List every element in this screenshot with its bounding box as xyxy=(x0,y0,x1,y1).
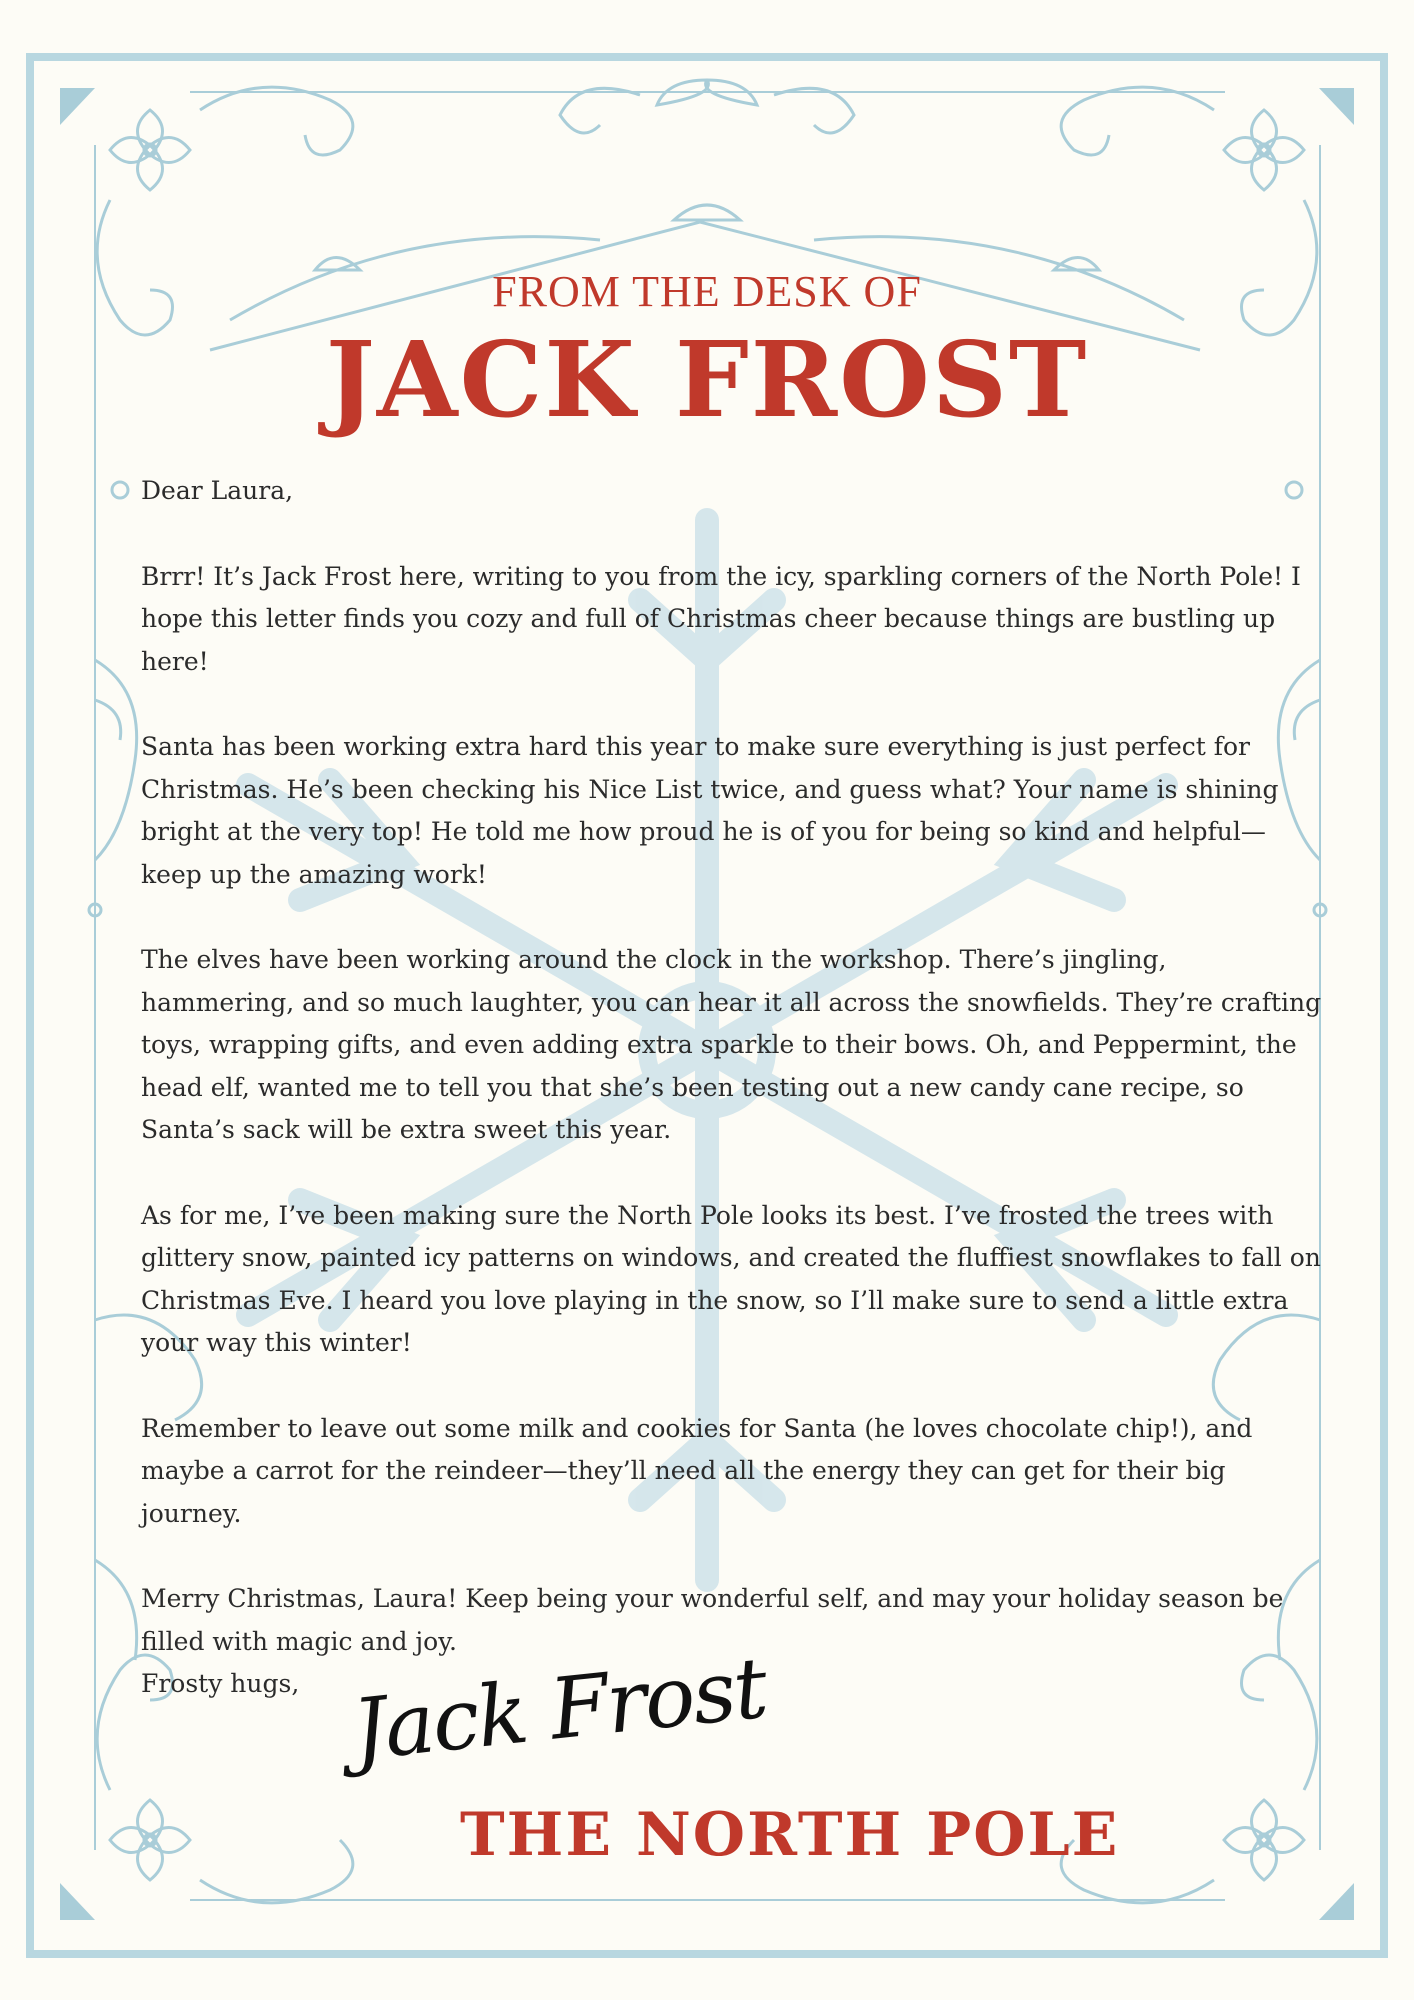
corner-tl xyxy=(60,88,95,125)
signature: Jack Frost xyxy=(348,1638,771,1780)
letter-body xyxy=(141,470,1326,1706)
closing-paragraph: Merry Christmas, Laura! Keep being your wonderful self, and may your holiday season be filled with magic and joy. xyxy=(141,1584,1284,1656)
location-footer: THE NORTH POLE xyxy=(460,1800,1120,1870)
corner-bl xyxy=(60,1883,95,1920)
corner-tr xyxy=(1319,88,1354,125)
header-title: JACK FROST xyxy=(325,318,1089,441)
signoff: Frosty hugs, xyxy=(141,1669,300,1698)
corner-br xyxy=(1319,1883,1354,1920)
paragraph-3: The elves have been working around the clock in the workshop. There’s jingling, hammering, and so much laughter, you can hear it all across the snowfields. They’re crafting toys, wrapping gifts, and even adding extra sparkle to their bows. Oh, and Peppermint, the head elf, wanted me to tell you that she’s been testing out a new candy cane recipe, so Santa’s sack will be extra sweet this year. xyxy=(141,945,1322,1144)
paragraph-2: Santa has been working extra hard this year to make sure everything is just perfect for Christmas. He’s been checking his Nice List twice, and guess what? Your name is shining bright at the very top! He told me how proud he is of you for being so kind and helpful—keep up the amazing work! xyxy=(141,732,1279,889)
greeting: Dear Laura, xyxy=(141,476,294,505)
paragraph-1: Brrr! It’s Jack Frost here, writing to you from the icy, sparkling corners of the North Pole! I hope this letter finds you cozy and full of Christmas cheer because things are bustling up here! xyxy=(141,561,1301,676)
header-subtitle: FROM THE DESK OF xyxy=(492,267,922,316)
paragraph-5: Remember to leave out some milk and cookies for Santa (he loves chocolate chip!), and maybe a carrot for the reindeer—they’ll need all the energy they can get for their big journey. xyxy=(141,1413,1253,1528)
paragraph-4: As for me, I’ve been making sure the North Pole looks its best. I’ve frosted the trees with glittery snow, painted icy patterns on windows, and created the fluffiest snowflakes to fall on Christmas Eve. I heard you love playing in the snow, so I’ll make sure to send a little extra your way this winter! xyxy=(141,1200,1321,1357)
